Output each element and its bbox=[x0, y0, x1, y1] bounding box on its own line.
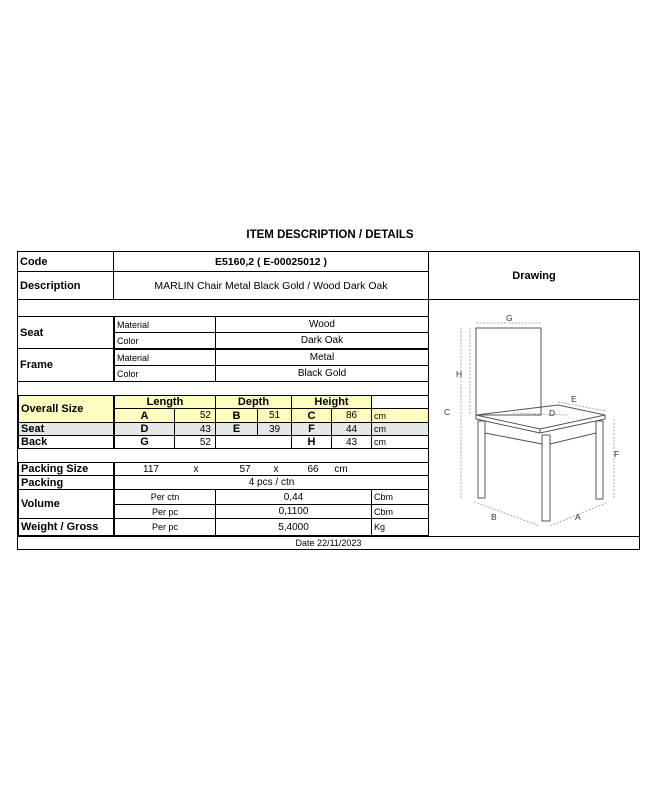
packing-size-unit: cm bbox=[334, 463, 348, 475]
packing-size-x2: x bbox=[273, 463, 279, 475]
chair-backrest bbox=[476, 328, 541, 415]
overall-c-value: 86 bbox=[331, 408, 372, 423]
packing-value: 4 pcs / ctn bbox=[114, 475, 429, 490]
drawing-label-h: H bbox=[456, 369, 463, 379]
frame-label: Frame bbox=[18, 349, 114, 382]
weight-value: 5,4000 bbox=[215, 518, 372, 536]
drawing-label-c: C bbox=[444, 407, 451, 417]
spacer-row bbox=[18, 449, 429, 462]
back-h-key: H bbox=[291, 435, 332, 449]
overall-b-key: B bbox=[215, 408, 258, 423]
volume-per-pc-value: 0,1100 bbox=[215, 504, 372, 519]
drawing-label: Drawing bbox=[512, 269, 556, 282]
weight-unit: Kg bbox=[371, 518, 429, 536]
unit-header bbox=[371, 395, 429, 409]
back-depth-empty bbox=[215, 435, 292, 449]
weight-per-pc-label: Per pc bbox=[114, 518, 216, 536]
frame-material-label: Material bbox=[114, 349, 216, 366]
drawing-label-a: A bbox=[575, 512, 581, 522]
packing-size-label: Packing Size bbox=[18, 462, 114, 476]
back-g-value: 52 bbox=[174, 435, 216, 449]
drawing-label-e: E bbox=[571, 394, 577, 404]
date-footer: Date 22/11/2023 bbox=[18, 536, 639, 549]
overall-a-value: 52 bbox=[174, 408, 216, 423]
description-label: Description bbox=[18, 272, 114, 299]
spacer-row bbox=[18, 299, 429, 316]
drawing-label-f: F bbox=[614, 449, 620, 459]
length-header: Length bbox=[114, 395, 216, 409]
frame-color-value: Black Gold bbox=[215, 365, 429, 382]
seat-d-key: D bbox=[114, 422, 175, 436]
overall-unit: cm bbox=[371, 408, 429, 423]
back-unit: cm bbox=[371, 435, 429, 449]
drawing-label-g: G bbox=[506, 313, 513, 323]
volume-per-ctn-label: Per ctn bbox=[114, 489, 216, 505]
document-title: ITEM DESCRIPTION / DETAILS bbox=[246, 229, 414, 241]
volume-per-pc-unit: Cbm bbox=[371, 504, 429, 519]
seat-f-value: 44 bbox=[331, 422, 372, 436]
volume-label: Volume bbox=[18, 489, 114, 519]
chair-leg bbox=[478, 421, 485, 498]
back-dims-label: Back bbox=[18, 435, 114, 449]
weight-label: Weight / Gross bbox=[18, 518, 114, 536]
description-value: MARLIN Chair Metal Black Gold / Wood Dark Oak bbox=[114, 272, 429, 299]
drawing-label-b: B bbox=[491, 512, 497, 522]
seat-material-label: Material bbox=[114, 316, 216, 333]
seat-e-value: 39 bbox=[257, 422, 292, 436]
spacer-row bbox=[18, 382, 429, 395]
overall-size-label: Overall Size bbox=[18, 395, 114, 423]
chair-drawing bbox=[428, 297, 640, 537]
code-label: Code bbox=[18, 252, 114, 272]
seat-f-key: F bbox=[291, 422, 332, 436]
packing-size-x1: x bbox=[193, 463, 199, 475]
back-g-key: G bbox=[114, 435, 175, 449]
height-header: Height bbox=[291, 395, 372, 409]
overall-a-key: A bbox=[114, 408, 175, 423]
depth-header: Depth bbox=[215, 395, 292, 409]
chair-leg bbox=[596, 421, 603, 499]
seat-dims-label: Seat bbox=[18, 422, 114, 436]
chair-leg bbox=[542, 435, 550, 521]
code-value: E5160,2 ( E-00025012 ) bbox=[114, 252, 429, 272]
seat-e-key: E bbox=[215, 422, 258, 436]
frame-material-value: Metal bbox=[215, 349, 429, 366]
frame-color-label: Color bbox=[114, 365, 216, 382]
back-h-value: 43 bbox=[331, 435, 372, 449]
volume-per-ctn-unit: Cbm bbox=[371, 489, 429, 505]
seat-color-value: Dark Oak bbox=[215, 332, 429, 349]
seat-label: Seat bbox=[18, 316, 114, 349]
seat-material-value: Wood bbox=[215, 316, 429, 333]
volume-per-ctn-value: 0,44 bbox=[215, 489, 372, 505]
volume-per-pc-label: Per pc bbox=[114, 504, 216, 519]
packing-label: Packing bbox=[18, 475, 114, 490]
seat-color-label: Color bbox=[114, 332, 216, 349]
packing-size-width: 57 bbox=[239, 463, 251, 475]
seat-unit: cm bbox=[371, 422, 429, 436]
overall-c-key: C bbox=[291, 408, 332, 423]
packing-size-height: 66 bbox=[307, 463, 319, 475]
packing-size-length: 117 bbox=[143, 463, 159, 475]
overall-b-value: 51 bbox=[257, 408, 292, 423]
drawing-label-d: D bbox=[549, 408, 556, 418]
seat-d-value: 43 bbox=[174, 422, 216, 436]
